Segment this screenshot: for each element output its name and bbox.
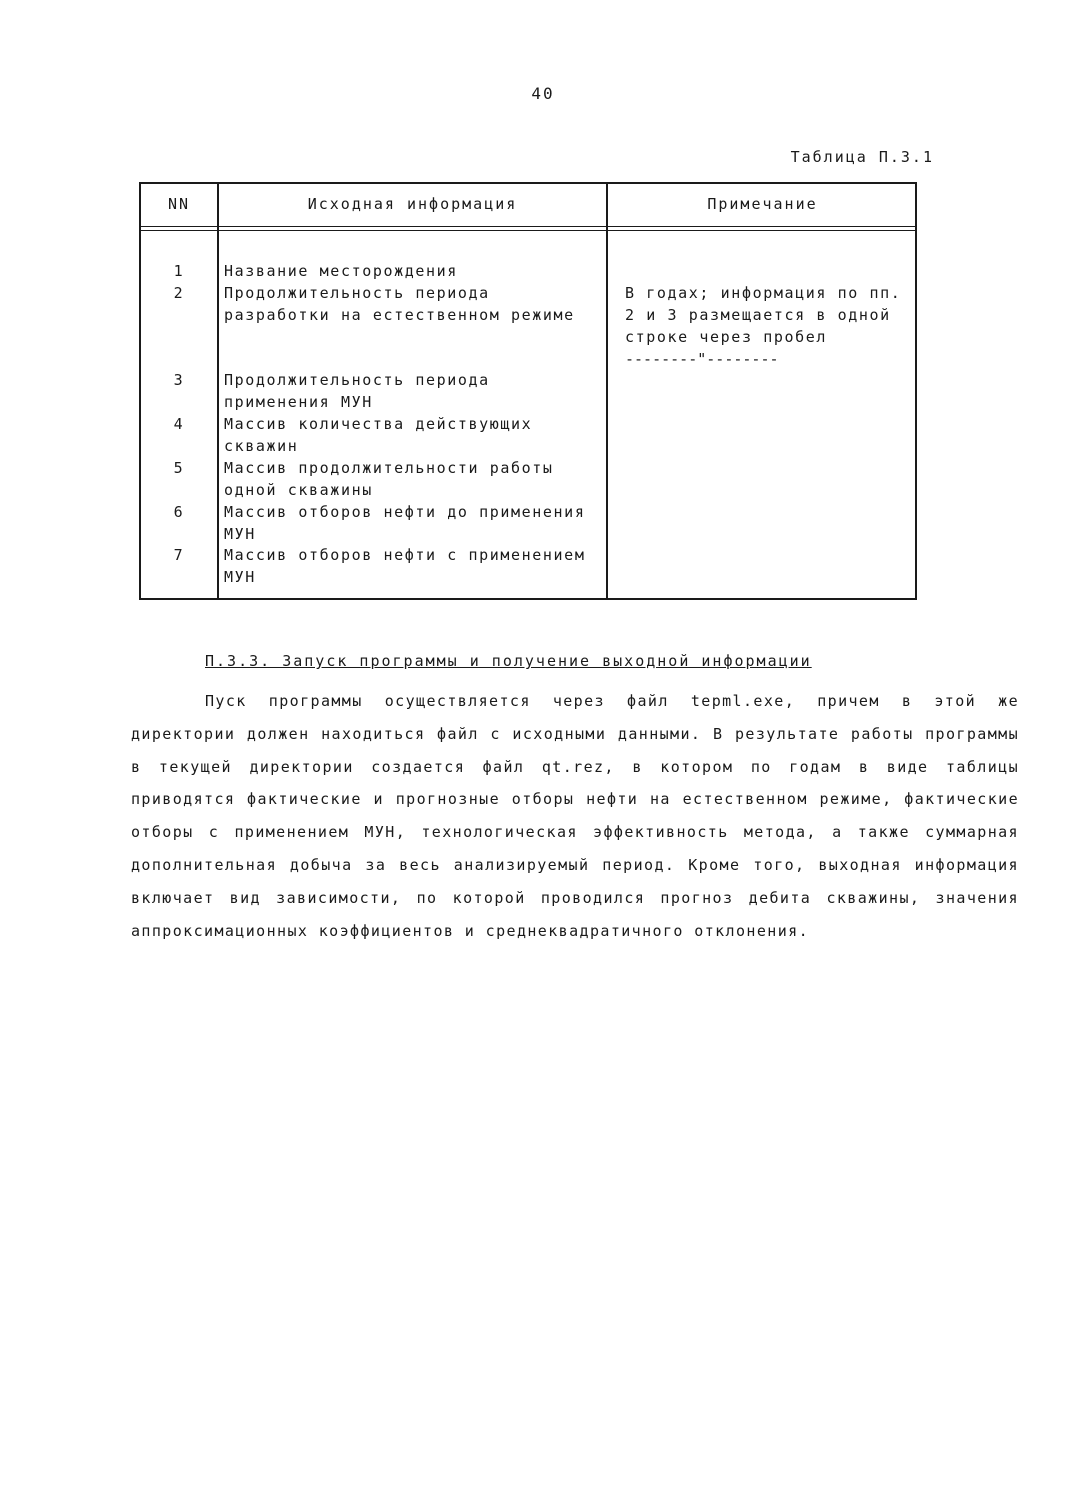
row-description: Массив количества действующих скважин — [224, 415, 533, 455]
header-nn: NN — [167, 195, 191, 213]
section-heading: П.3.3. Запуск программы и получение выходной информации — [205, 652, 812, 670]
row-number: 5 — [173, 459, 185, 477]
page-number: 40 — [531, 84, 555, 103]
note-cell — [625, 282, 915, 370]
row-description: Название месторождения — [224, 262, 458, 280]
header-source-info: Исходная информация — [307, 195, 518, 213]
row-number: 1 — [173, 262, 185, 280]
table-caption: Таблица П.3.1 — [790, 148, 934, 166]
row-number: 4 — [173, 415, 185, 433]
row-description: Продолжительность периода разработки на естественном режиме — [224, 284, 575, 324]
row-description: Массив продолжительности работы одной скважины — [224, 459, 554, 499]
row-description: Массив отборов нефти до применения МУН — [224, 503, 586, 543]
note-text: В годах; информация по пп. 2 и 3 размещается в одной строке через пробел — [625, 284, 902, 346]
row-number: 2 — [173, 284, 185, 302]
row-number: 6 — [173, 503, 185, 521]
row-number: 3 — [173, 371, 185, 389]
body-paragraph: Пуск программы осуществляется через файл tepml.exe, причем в этой же директории должен находиться файл с исходными данными. В результате работы программы в текущей директории создается файл qt.rez, в котором по годам в виде таблицы приводятся фактические и прогнозные отборы нефти на естественном режиме, фактические отборы с применением МУН, технологическая эффективность метода, а также суммарная дополнительная добыча за весь анализируемый период. Кроме того, выходная информация включает вид зависимости, по которой проводился прогноз дебита скважины, значения аппроксимационных коэффициентов и среднеквадратичного отклонения. — [131, 692, 1019, 940]
source-info-table — [139, 182, 917, 600]
header-rule — [141, 226, 915, 231]
row-number: 7 — [173, 546, 185, 564]
header-note: Примечание — [707, 195, 818, 213]
row-description: Продолжительность периода применения МУН — [224, 371, 490, 411]
row-description: Массив отборов нефти с применением МУН — [224, 546, 586, 586]
column-divider — [606, 184, 608, 598]
note-dashes: --------"-------- — [625, 350, 779, 368]
column-divider — [217, 184, 219, 598]
